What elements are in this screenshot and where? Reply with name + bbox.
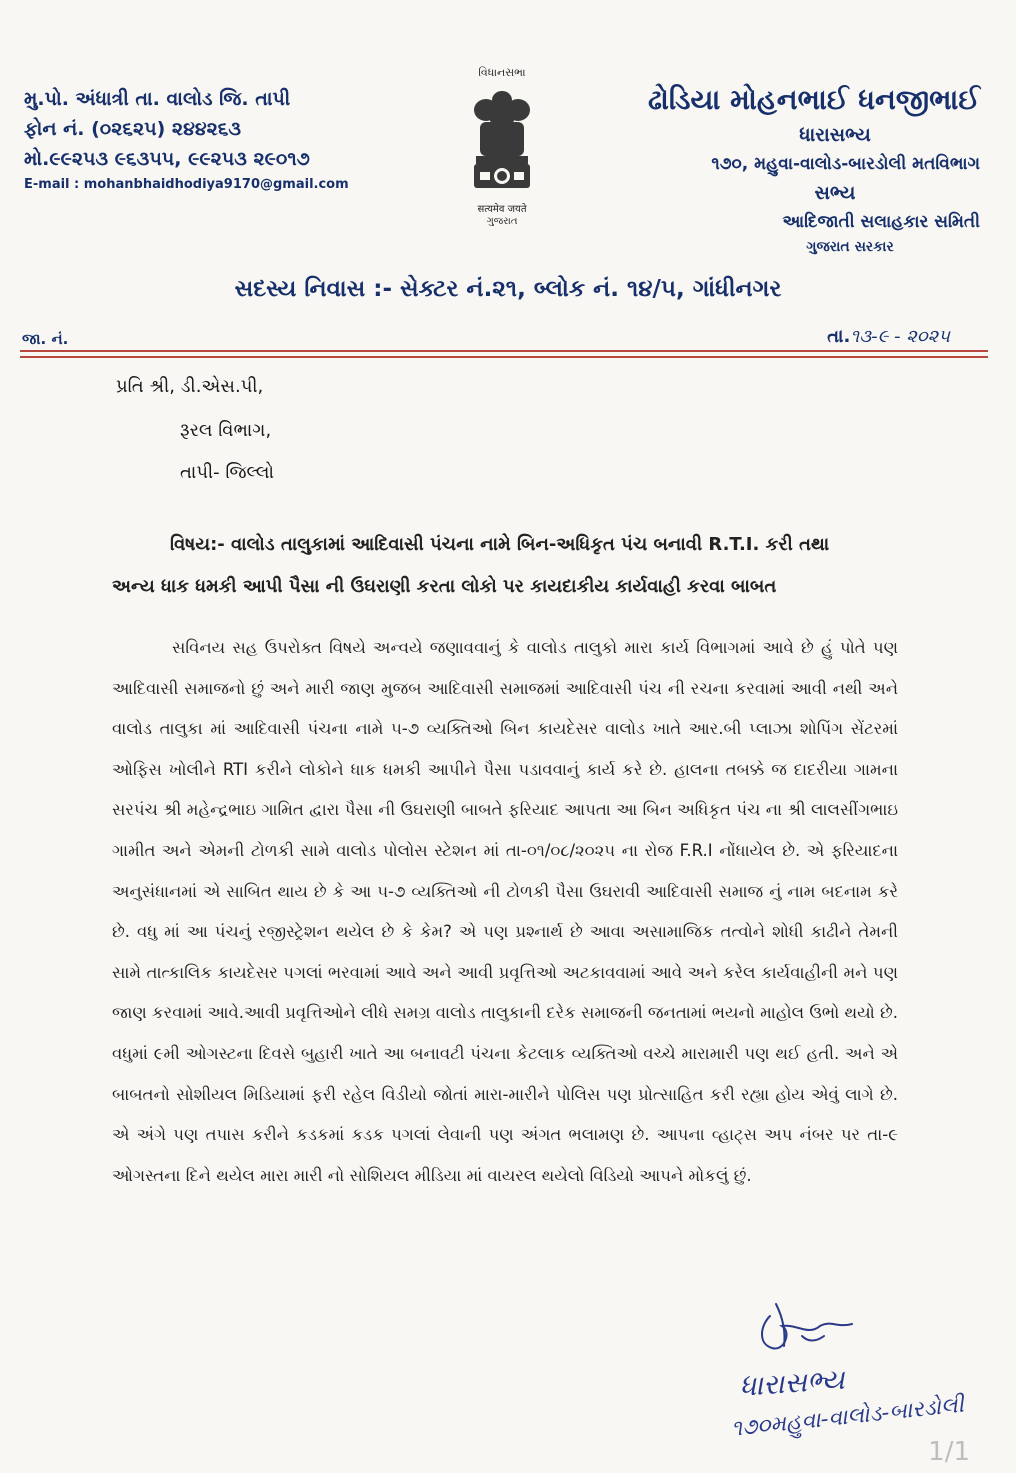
header-rule-bottom [20,356,988,358]
member-label: સભ્ય [814,182,856,204]
phone-line: ફોન નં. (૦૨૬૨૫) ૨૪૪૨૬૩ [24,118,242,140]
addressee-line-3: તાપી- જિલ્લો [180,462,274,483]
emblem-state: ગુજરાત [486,216,518,227]
constituency: ૧૭૦, મહુવા-વાલોડ-બારડોલી મતવિભાગ [711,154,980,174]
signature-constituency: ૧૭૦મહુવા-વાલોડ-બારડોલી [730,1392,966,1442]
addressee-line-1: પ્રતિ શ્રી, ડી.એસ.પી, [116,376,264,397]
subject-block [112,524,912,608]
header-rule-top [20,350,988,352]
residence-address: સદસ્ય નિવાસ :- સેક્ટર નં.૨૧, બ્લોક નં. ૧૪/૫, ગાંધીનગર [234,276,782,302]
handwritten-signature [712,1296,1002,1446]
letterhead-contact [24,84,349,196]
subject-line-2: અન્ય ધાક ધમકી આપી પૈસા ની ઉઘરાણી કરતા લોકો પર કાયદાકીય કાર્યવાહી કરવા બાબત [112,576,777,597]
page-number: 1/1 [928,1437,970,1467]
address-line: મુ.પો. અંધાત્રી તા. વાલોડ જિ. તાપી [24,88,291,110]
subject-line-1: વિષય:- વાલોડ તાલુકામાં આદિવાસી પંચના નામે બિન-અધિકૃત પંચ બનાવી R.T.I. કરી તથા [170,534,830,555]
lion-capital-icon [462,80,542,200]
mobile-line: મો.૯૯૨૫૩ ૯૬૩૫૫, ૯૯૨૫૩ ૨૯૦૧૭ [24,148,310,170]
state-emblem [456,66,548,228]
emblem-top-caption: વિધાનસભા [478,66,526,79]
letter-body-text: સવિનય સહ ઉપરોક્ત વિષયે અન્વયે જણાવવાનું કે વાલોડ તાલુકો મારા કાર્ય વિભાગમાં આવે છે હું પોતે પણ આદિવાસી સમાજનો છું અને મારી જાણ મુજબ આદિવાસી સમાજમાં આદિવાસી પંચ ની રચના કરવામાં આવી નથી અને વાલોડ તાલુકા માં આદિવાસી પંચના નામે ૫-૭ વ્યક્તિઓ બિન કાયદેસર વાલોડ ખાતે આર.બી પ્લાઝા શોપિંગ સેંટરમાં ઓફિસ ખોલીને RTI કરીને લોકોને ધાક ધમકી આપીને પૈસા પડાવવાનું કાર્ય કરે છે. હાલના તબક્કે જ દાદરીયા ગામના સરપંચ શ્રી મહેન્દ્રભાઇ ગામિત દ્વારા પૈસા ની ઉઘરાણી બાબતે ફરિયાદ આપતા આ બિન અધિકૃત પંચ ના શ્રી લાલસીંગભાઇ ગામીત અને એમની ટોળકી સામે વાલોડ પોલોસ સ્ટેશન માં તા-૦૧/૦૮/૨૦૨૫ ના રોજ F.R.I નોંધાયેલ છે. એ ફરિયાદના અનુસંધાનમાં એ સાબિત થાય છે કે આ ૫-૭ વ્યક્તિઓ ની ટોળકી પૈસા ઉઘરાવી આદિવાસી સમાજ નું નામ બદનામ કરે છે. વધુ માં આ પંચનું રજીસ્ટ્રેશન થયેલ છે કે કેમ? એ પણ પ્રશ્નાર્થ છે આવા અસામાજિક તત્વોને શોધી કાઢીને તેમની સામે તાત્કાલિક કાયદેસર પગલાં ભરવામાં આવે અને આવી પ્રવૃત્તિઓ અટકાવવામાં આવે અને કરેલ કાર્યવાહીની મને પણ જાણ કરવામાં આવે.આવી પ્રવૃત્તિઓને લીધે સમગ્ર વાલોડ તાલુકાની દરેક સમાજની જનતામાં ભયનો માહોલ ઉભો થયો છે. વધુમાં ૯મી ઓગસ્ટના દિવસે બુહારી ખાતે આ બનાવટી પંચના કેટલાક વ્યક્તિઓ વચ્ચે મારામારી પણ થઈ હતી. અને એ બાબતનો સોશીયલ મિડિયામાં ફરી રહેલ વિડીયો જોતાં મારા-મારીને પોલિસ પણ પ્રોત્સાહિત કરી રહ્યા હોય એવું લાગે છે. એ અંગે પણ તપાસ કરીને કડકમાં કડક પગલાં લેવાની પણ અંગત ભલામણ છે. આપના વ્હાટ્સ અપ નંબર પર તા-૯ ઓગસ્તના દિને થયેલ મારા મારી નો સોશિયલ મીડિયા માં વાયરલ થયેલો વિડિયો આપને મોકલું છું. [112,638,899,1185]
government-name: ગુજરાત સરકાર [806,239,894,255]
letter-body [112,628,898,1196]
letter-date [827,326,950,347]
reference-number-label: જા. નં. [22,330,69,348]
emblem-motto: सत्यमेव जयते [477,204,527,215]
date-value: ૧૩-૯ - ૨૦૨૫ [850,326,950,347]
letterhead-identity [600,80,980,258]
date-prefix: તા. [827,326,851,347]
signature-designation: ધારાસભ્ય [738,1362,846,1403]
addressee-line-2: રૂરલ વિભાગ, [180,420,272,441]
mla-name: ઢોડિયા મોહનભાઈ ધનજીભાઈ [647,83,980,116]
email-line: E-mail : mohanbhaidhodiya9170@gmail.com [24,177,349,192]
committee-name: આદિજાતી સલાહકાર સમિતી [782,212,980,232]
mla-title: ધારાસભ્ય [799,124,871,146]
